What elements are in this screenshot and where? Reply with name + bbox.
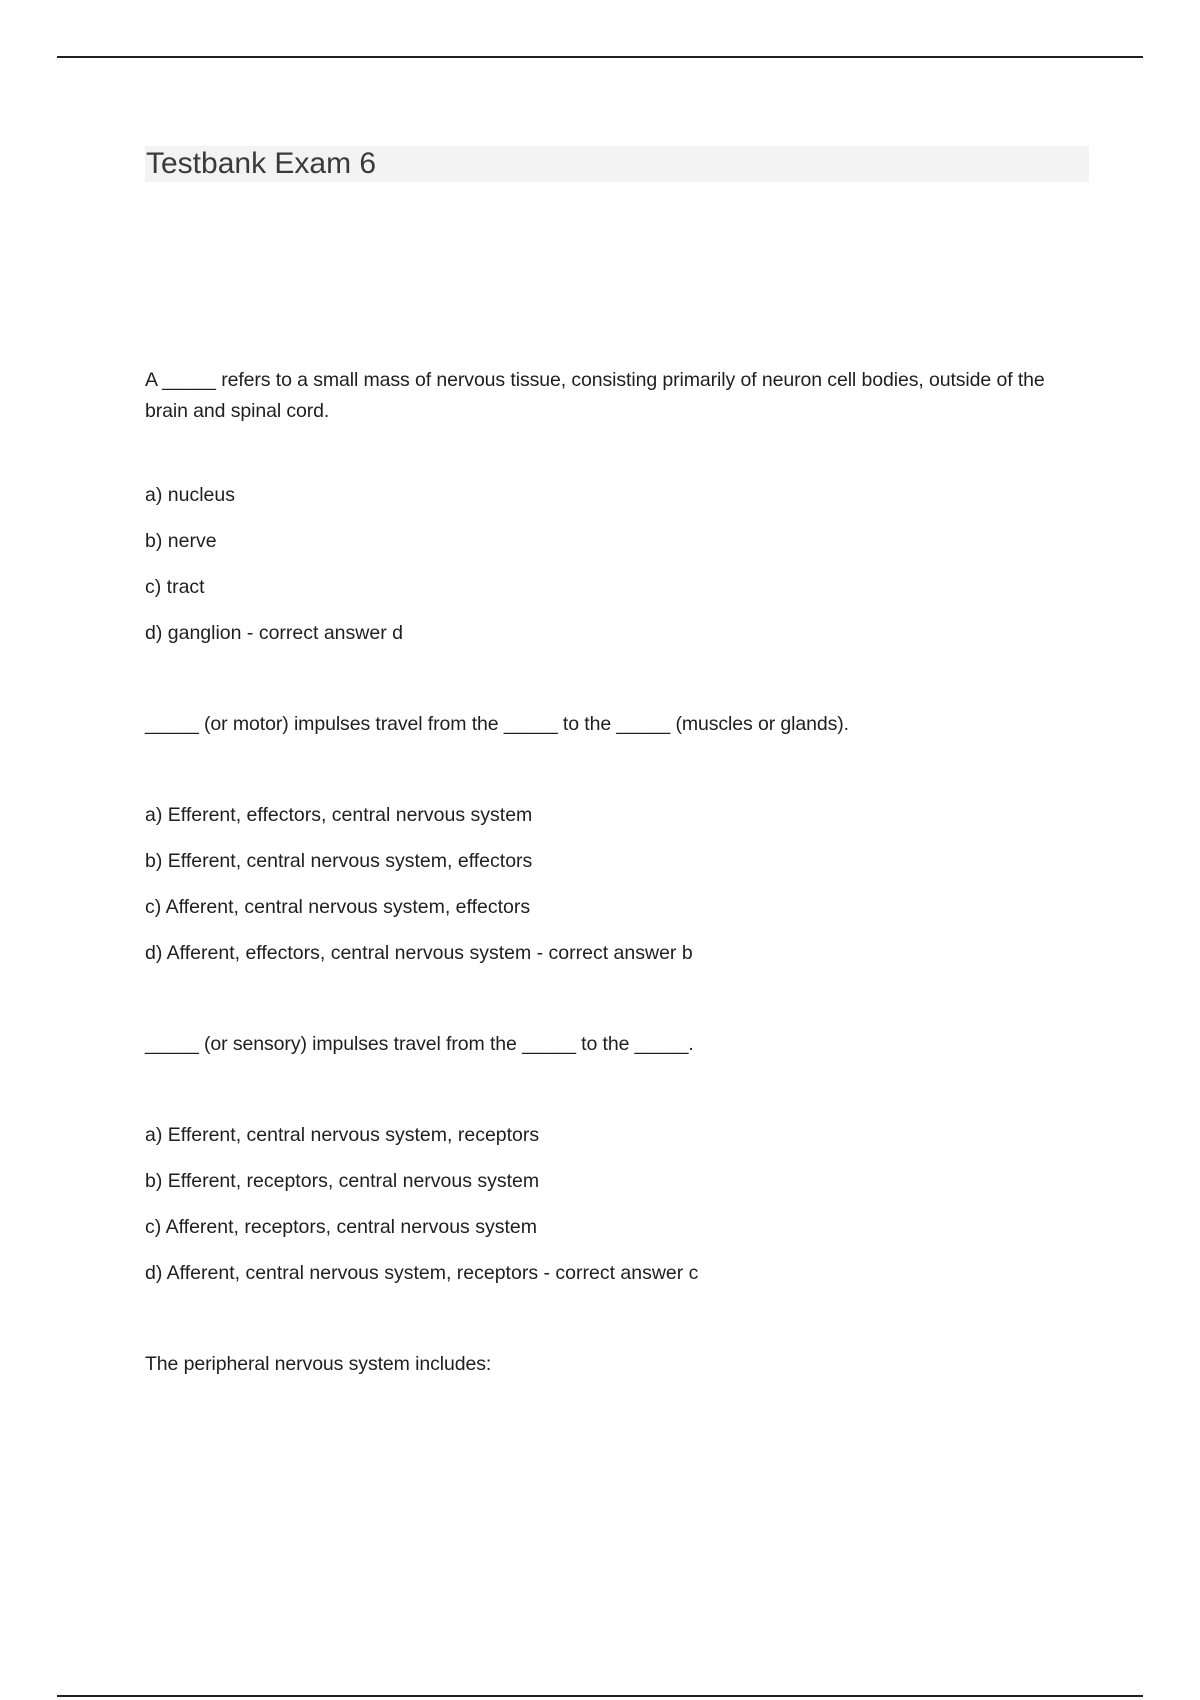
answer-option: b) Efferent, central nervous system, effectors: [145, 850, 533, 872]
answer-option: d) Afferent, effectors, central nervous system - correct answer b: [145, 942, 693, 964]
answer-option: b) Efferent, receptors, central nervous system: [145, 1170, 540, 1192]
answer-option: a) nucleus: [145, 484, 235, 506]
question-block: [145, 709, 1075, 969]
answer-option: c) tract: [145, 576, 205, 598]
document-body: [145, 365, 1075, 1380]
answer-option: c) Afferent, central nervous system, effectors: [145, 896, 531, 918]
footer-rule: [57, 1695, 1143, 1697]
answer-option: a) Efferent, effectors, central nervous system: [145, 804, 533, 826]
question-block: [145, 365, 1075, 649]
question-block: [145, 1029, 1075, 1289]
answer-option: d) ganglion - correct answer d: [145, 622, 403, 644]
document-title: Testbank Exam 6: [146, 147, 377, 180]
answer-option: c) Afferent, receptors, central nervous system: [145, 1216, 537, 1238]
question-text: The peripheral nervous system includes:: [145, 1353, 492, 1375]
answer-option: a) Efferent, central nervous system, receptors: [145, 1124, 540, 1146]
answer-options: [145, 800, 1075, 969]
question-text: _____ (or motor) impulses travel from the _____ to the _____ (muscles or glands).: [145, 713, 850, 735]
question-text: A _____ refers to a small mass of nervous tissue, consisting primarily of neuron cell bodies, outside of the brain and spinal cord.: [145, 369, 1045, 422]
answer-option: d) Afferent, central nervous system, receptors - correct answer c: [145, 1262, 699, 1284]
answer-option: b) nerve: [145, 530, 217, 552]
header-rule: [57, 56, 1143, 58]
answer-options: [145, 480, 1075, 649]
question-block: [145, 1349, 1075, 1380]
question-text: _____ (or sensory) impulses travel from the _____ to the _____.: [145, 1033, 694, 1055]
answer-options: [145, 1120, 1075, 1289]
